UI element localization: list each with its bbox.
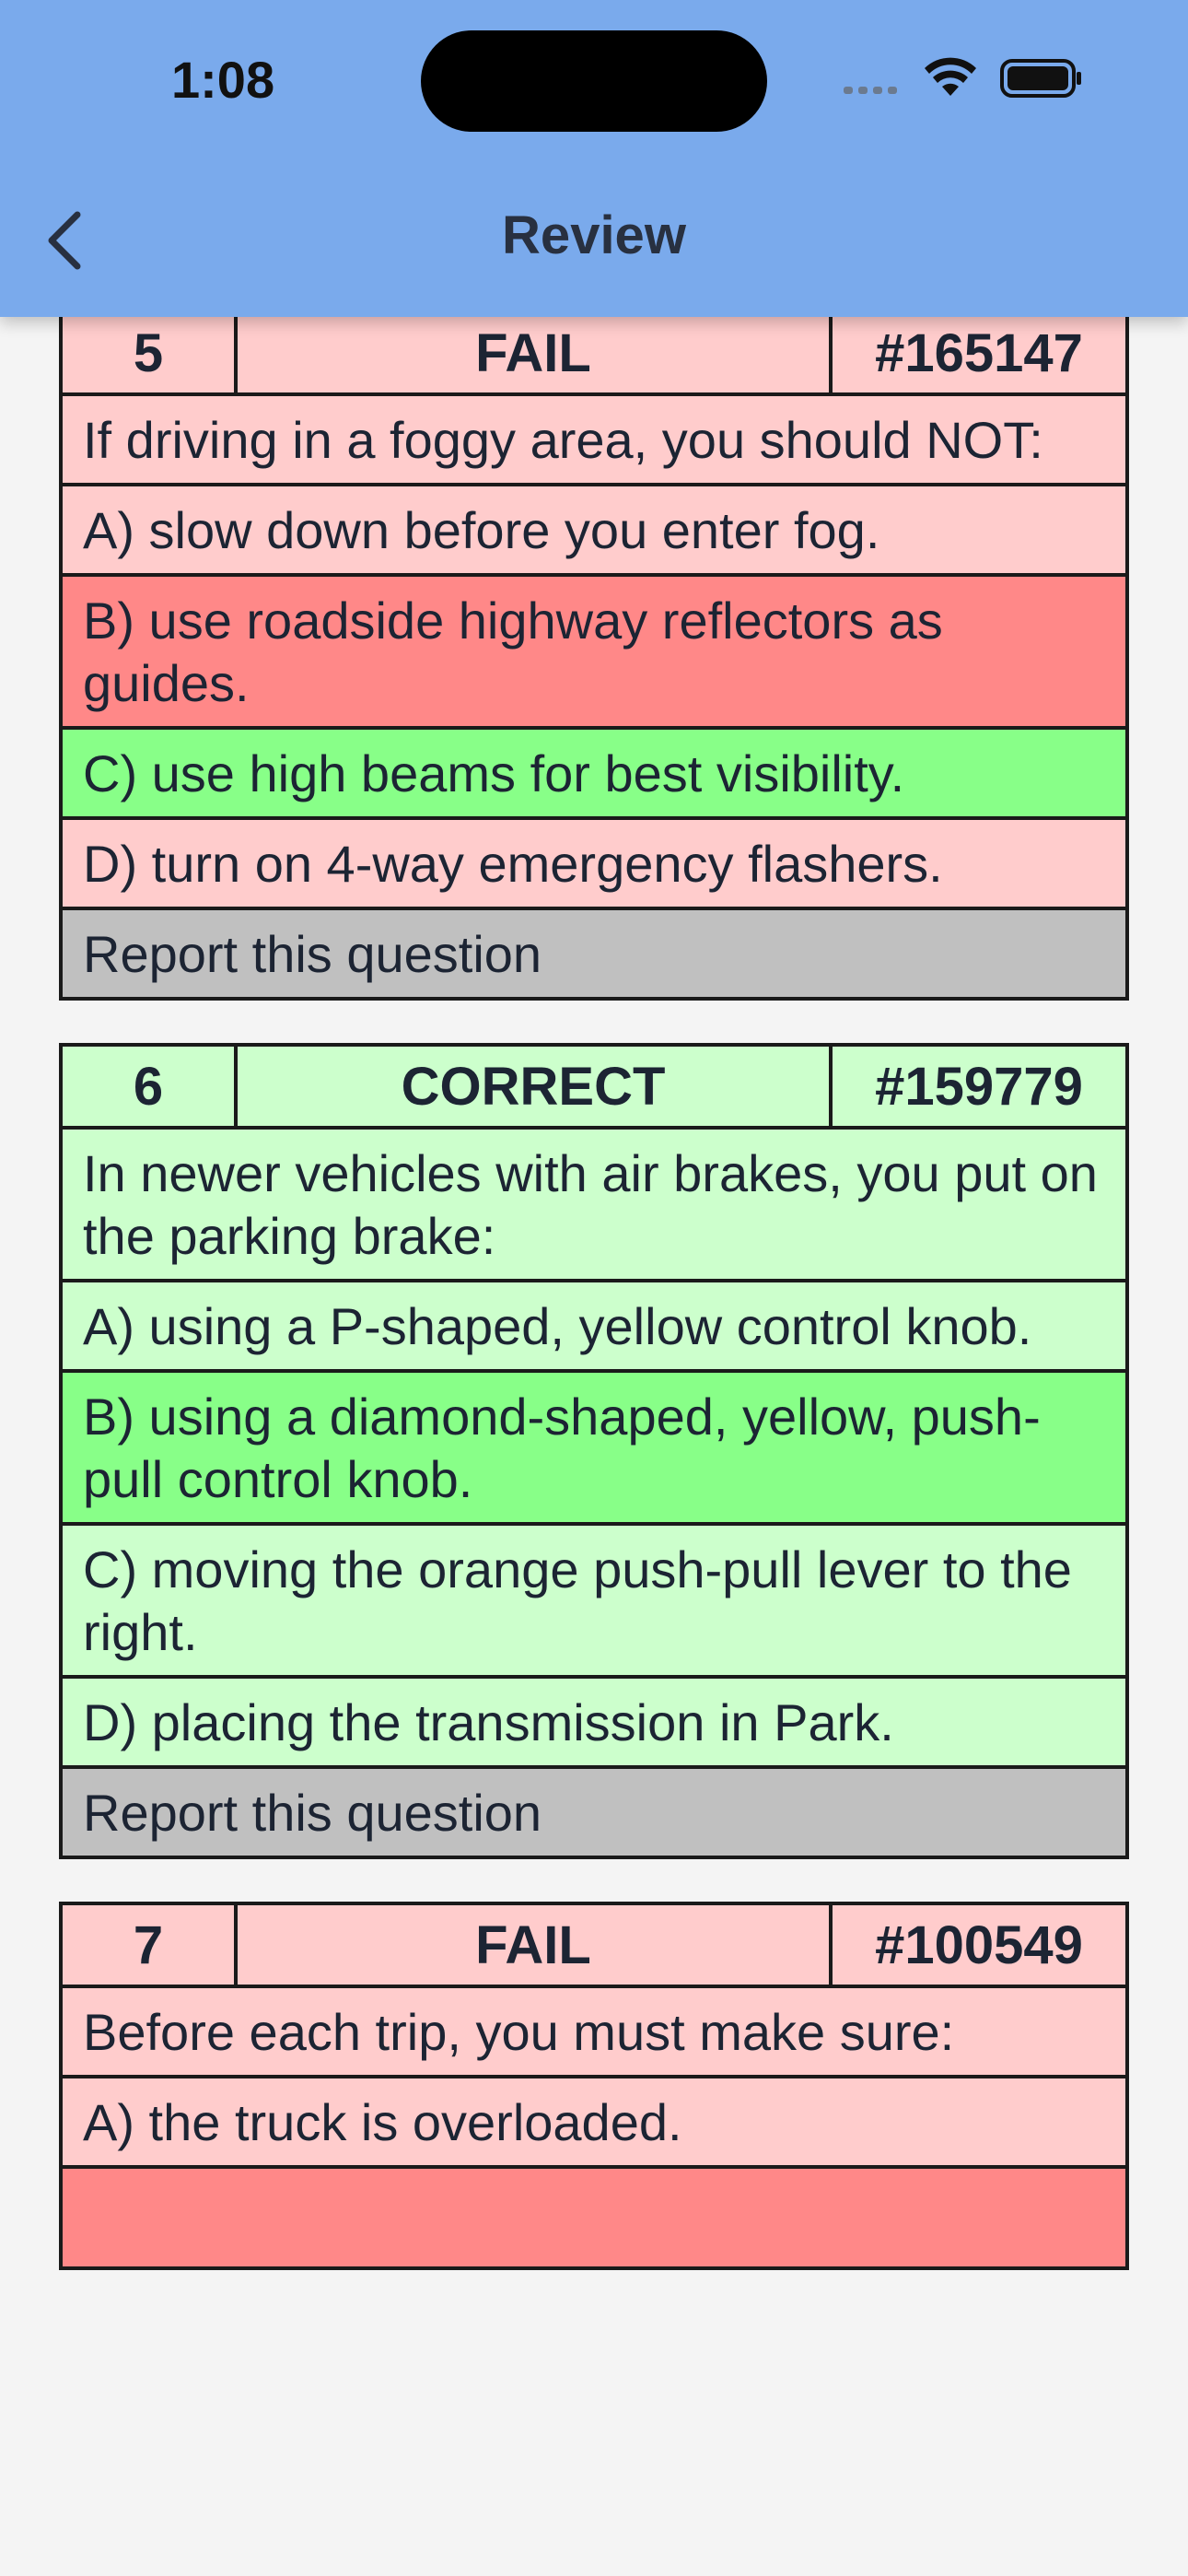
result-status: CORRECT [238,1047,833,1126]
answer-option: A) slow down before you enter fog. [63,486,1125,577]
status-icons [840,55,1089,103]
dynamic-island [421,30,767,132]
answer-option-correct: C) use high beams for best visibility. [63,730,1125,820]
question-number: 5 [63,313,238,392]
question-text: If driving in a foggy area, you should NOT: [63,396,1125,486]
question-header [63,1047,1125,1130]
page-title: Review [502,205,686,265]
question-header [63,313,1125,396]
answer-option: A) using a P-shaped, yellow control knob. [63,1282,1125,1373]
answer-option-selected-wrong: B) use roadside highway reflectors as guides. [63,577,1125,730]
app-bar [0,0,1188,317]
question-number: 7 [63,1905,238,1985]
wifi-icon [925,58,976,96]
signal-icon [844,87,897,94]
report-question-button[interactable]: Report this question [63,910,1125,997]
question-id: #165147 [875,322,1083,383]
question-number: 6 [63,1047,238,1126]
question-cards [59,153,1129,2313]
result-status: FAIL [238,313,833,392]
answer-option: D) placing the transmission in Park. [63,1679,1125,1769]
question-id: #159779 [875,1056,1083,1117]
question-text: In newer vehicles with air brakes, you put on the parking brake: [63,1130,1125,1282]
review-list[interactable] [0,317,1188,2377]
answer-option-selected-wrong [63,2169,1125,2266]
answer-option: A) the truck is overloaded. [63,2078,1125,2169]
question-card [59,310,1129,1001]
result-status: FAIL [238,1905,833,1985]
battery-icon [1002,61,1081,96]
question-header [63,1905,1125,1988]
question-id: #100549 [875,1914,1083,1975]
answer-option: C) moving the orange push-pull lever to the right. [63,1526,1125,1679]
status-time: 1:08 [171,51,275,109]
question-card [59,1043,1129,1859]
answer-option: D) turn on 4-way emergency flashers. [63,820,1125,910]
question-card [59,1902,1129,2270]
question-text: Before each trip, you must make sure: [63,1988,1125,2078]
answer-option-correct: B) using a diamond-shaped, yellow, push-pull control knob. [63,1373,1125,1526]
report-question-button[interactable]: Report this question [63,1769,1125,1856]
